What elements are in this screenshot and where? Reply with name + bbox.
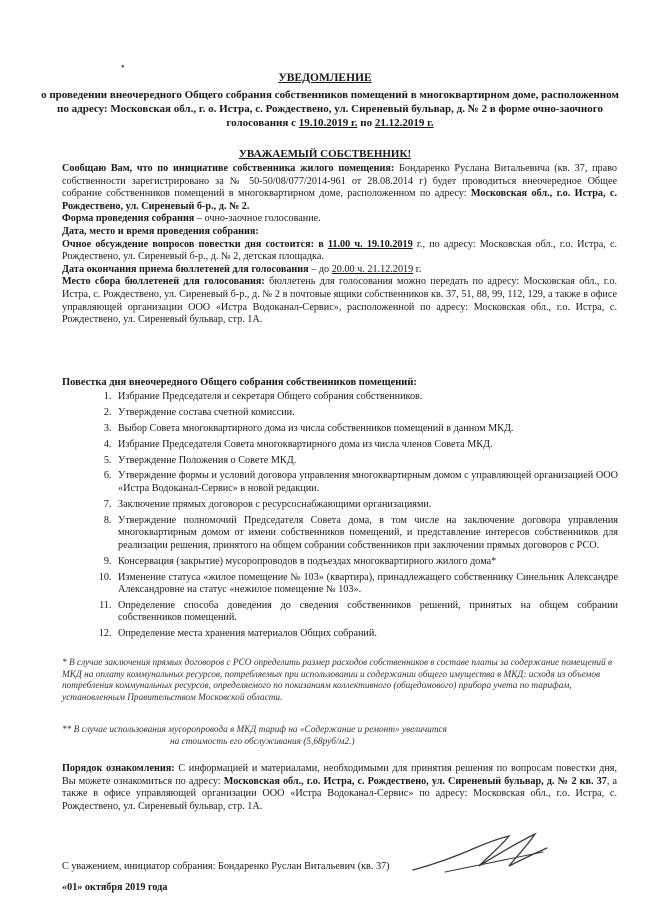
footnote-2-line-1: ** В случае использования мусоропровода в МКД тариф на «Содержание и ремонт» увеличится (62, 725, 447, 735)
meeting-label: Очное обсуждение вопросов повестки дня состоится: в (62, 238, 328, 250)
date-from: 19.10.2019 г. (298, 117, 358, 129)
date-to: 21.12.2019 г. (374, 117, 434, 129)
datetime-label: Дата, место и время проведения собрания: (62, 225, 259, 237)
intro-initiator: Бондаренко Руслана Витальевича (кв. 37, право собственности зарегистрировано за № 50-50/08/077/2014-961 от 28.08.2014 г) будет проводиться внеочередное Общее собрание собственников помещений в многоквартирном доме, расположенном по адресу: (62, 163, 617, 200)
intro-section (62, 163, 617, 327)
collect-text: бюллетень для голосования можно передать по адресу: Московская обл., г.о. Истра, с. Рождествено, ул. Сиреневый б-р., д. № 2 в почтовые ящики собственников кв. 37, 51, 88, 99, 112, 129, а также в офисе управляющей организации ООО «Истра Водоканал-Сервис», расположенной по адресу: Московская обл., г.о. Истра, с. Рождествено, ул. Сиреневый бульвар, стр. 1А. (62, 276, 617, 326)
agenda-title: Повестка дня внеочередного Общего собрания собственников помещений: (62, 377, 417, 388)
agenda-item: 12. Определение места хранения материалов Общих собраний. (114, 628, 618, 641)
procedure-text-1: С информацией и материалами, необходимыми для принятия решения по вопросам повестки дня, Вы можете ознакомиться по адресу: (62, 763, 617, 787)
greeting: УВАЖАЕМЫЙ СОБСТВЕННИК! (238, 148, 412, 160)
agenda-item: 9. Консервация (закрытие) мусоропроводов в подъездах многоквартирного жилого дома* (114, 556, 618, 569)
signature-line: С уважением, инициатор собрания: Бондаренко Руслан Витальевич (кв. 37) (62, 861, 390, 872)
end-label: Дата окончания приема бюллетеней для голосования (62, 263, 309, 275)
footnote-contracts: * В случае заключения прямых договоров с РСО определить размер расходов собственников в составе платы за содержание помещений в МКД на оплату коммунальных ресурсов, потребляемых при использовании и содержании общего имущества в МКД: исходя из объемов потребления коммунальных ресурсов, определяемого по показаниям коллективного (общедомового) прибора учета по тарифам, установленным Правительством Московской области. (62, 658, 613, 703)
agenda-item: 8. Утверждение полномочий Председателя Совета дома, в том числе на заключение договора управления многоквартирным домом от имени собственников помещений, и представление интересов собственников для реализации решения, принятого на общем собрании собственников при заключении прямых договоров с РСО. (114, 515, 618, 553)
form-value: – очно-заочное голосование. (194, 213, 321, 225)
procedure-text-2: , а также в офисе управляющей организации ООО «Истра Водоканал-Сервис» по адресу: Московская обл., г.о. Истра, с. Рождествено, ул. Сиреневый бульвар, стр. 1А. (62, 775, 618, 812)
subtitle-text: о проведении внеочередного Общего собрания собственников помещений в многоквартирном доме, расположенном по адресу: Московская обл., г. о. Истра, с. Рождествено, ул. Сиреневый бульвар, д. № 2 в форме очно-заочного голосования с (41, 89, 619, 129)
form-label: Форма проведения собрания (62, 213, 195, 225)
agenda-item: 1. Избрание Председателя и секретаря Общего собрания собственников. (114, 391, 618, 404)
agenda-item: 11. Определение способа доведения до сведения собственников решений, принятых на общем собрании собственников помещений. (114, 600, 618, 625)
intro-address: Московская обл., г.о. Истра, с. Рождествено, ул. Сиреневый б-р., д. № 2. (62, 188, 617, 212)
footnote-2-line-2: на стоимость его обслуживания (5,68руб/м2.) (170, 736, 355, 747)
meeting-date: 19.10.2019 (366, 238, 413, 250)
signature-date: «01» октября 2019 года (62, 882, 168, 893)
date-connector: по (357, 117, 375, 129)
agenda-item: 5. Утверждение Положения о Совете МКД. (114, 455, 618, 468)
scan-mark: • (121, 62, 125, 73)
end-date: 21.12.2019 (367, 263, 414, 275)
document-title: УВЕДОМЛЕНИЕ (278, 72, 372, 84)
end-post: г. (413, 263, 422, 275)
meeting-rest: г., по адресу: Московская обл., г.о. Истра, с. Рождествено, ул. Сиреневый б-р., д. № 2, детская площадка. (62, 238, 618, 263)
agenda-list (62, 391, 618, 644)
agenda-item: 2. Утверждение состава счетной комиссии. (114, 407, 618, 420)
footnote-garbage-chute (62, 725, 622, 748)
meeting-time: 11.00 ч. (327, 238, 363, 250)
end-pre: – до (308, 263, 332, 275)
agenda-item: 6. Утверждение формы и условий договора управления многоквартирным домом с управляющей организацией ООО «Истра Водоканал-Сервис» в новой редакции. (114, 470, 618, 495)
end-time: 20.00 ч. (331, 263, 365, 275)
procedure-address: Московская обл., г.о. Истра, с. Рождествено, ул. Сиреневый бульвар, д. № 2 кв. 37 (223, 775, 607, 787)
agenda-item: 7. Заключение прямых договоров с ресурсоснабжающими организациями. (114, 499, 618, 512)
agenda-item: 4. Избрание Председателя Совета многоквартирного дома из числа членов Совета МКД. (114, 439, 618, 452)
procedure-section (62, 763, 617, 813)
intro-lead: Сообщаю Вам, что по инициативе собственника жилого помещения: (62, 163, 395, 174)
handwritten-signature (405, 826, 555, 886)
agenda-item: 10. Изменение статуса «жилое помещение № 103» (квартира), принадлежащего собственнику Синельник Александре Александровне на статус «нежилое помещение № 103». (114, 572, 618, 597)
agenda-item: 3. Выбор Совета многоквартирного дома из числа собственников помещений в данном МКД. (114, 423, 618, 436)
collect-label: Место сбора бюллетеней для голосования: (62, 276, 265, 288)
document-subtitle (40, 88, 620, 130)
procedure-label: Порядок ознакомления: (62, 763, 175, 774)
